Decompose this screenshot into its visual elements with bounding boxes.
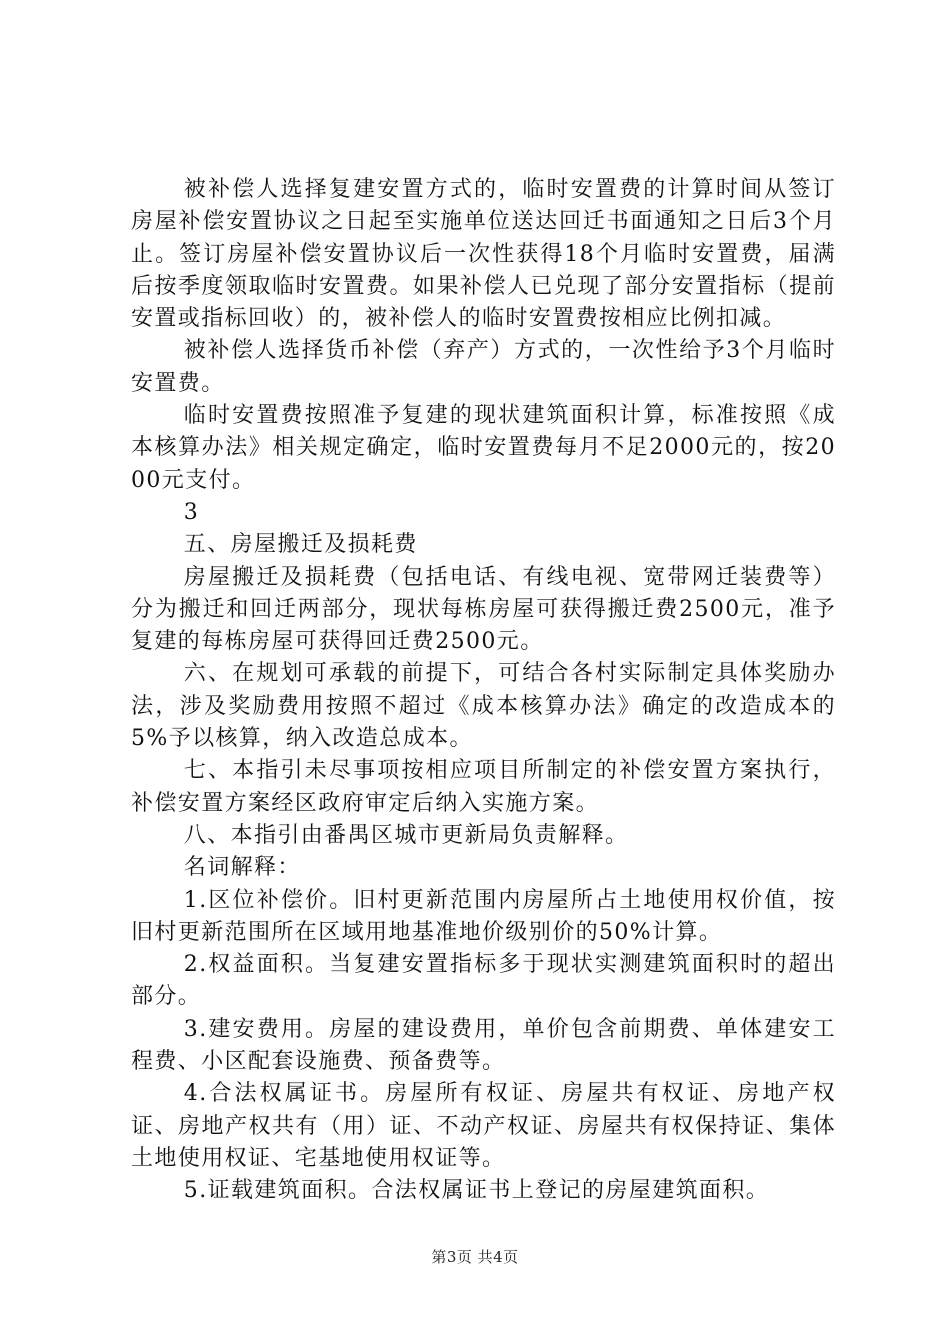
paragraph-temporary-fee-rebuild: 被补偿人选择复建安置方式的，临时安置费的计算时间从签订房屋补偿安置协议之日起至实施单位送达回迁书面通知之日后3个月止。签订房屋补偿安置协议后一次性获得18个月临时安置费，届满后按季度领取临时安置费。如果补偿人已兑现了部分安置指标（提前安置或指标回收）的，被补偿人的临时安置费按相应比例扣减。 — [131, 177, 836, 332]
glossary-heading: 名词解释： — [183, 855, 301, 881]
document-body — [131, 174, 836, 1208]
glossary-item-5: 5.证载建筑面积。合法权属证书上登记的房屋建筑面积。 — [183, 1178, 770, 1204]
section-heading-relocation-fee: 五、房屋搬迁及损耗费 — [183, 532, 418, 558]
paragraph-temporary-fee-standard: 临时安置费按照准予复建的现状建筑面积计算，标准按照《成本核算办法》相关规定确定，临时安置费每月不足2000元的，按2000元支付。 — [131, 403, 836, 493]
paragraph-temporary-fee-monetary: 被补偿人选择货币补偿（弃产）方式的，一次性给予3个月临时安置费。 — [131, 338, 836, 396]
glossary-item-1: 1.区位补偿价。旧村更新范围内房屋所占土地使用权价值，按旧村更新范围所在区域用地基准地价级别价的50%计算。 — [131, 887, 836, 945]
glossary-item-3: 3.建安费用。房屋的建设费用，单价包含前期费、单体建安工程费、小区配套设施费、预备费等。 — [131, 1016, 836, 1075]
paragraph-section-six: 六、在规划可承载的前提下，可结合各村实际制定具体奖励办法，涉及奖励费用按照不超过《成本核算办法》确定的改造成本的5%予以核算，纳入改造总成本。 — [131, 661, 836, 752]
glossary-item-4: 4.合法权属证书。房屋所有权证、房屋共有权证、房地产权证、房地产权共有（用）证、不动产权证、房屋共有权保持证、集体土地使用权证、宅基地使用权证等。 — [131, 1081, 836, 1171]
glossary-item-2: 2.权益面积。当复建安置指标多于现状实测建筑面积时的超出部分。 — [131, 952, 836, 1010]
paragraph-section-eight: 八、本指引由番禺区城市更新局负责解释。 — [183, 822, 629, 848]
paragraph-section-seven: 七、本指引未尽事项按相应项目所制定的补偿安置方案执行，补偿安置方案经区政府审定后纳入实施方案。 — [131, 758, 836, 816]
paragraph-relocation-fee: 房屋搬迁及损耗费（包括电话、有线电视、宽带网迁装费等）分为搬迁和回迁两部分，现状每栋房屋可获得搬迁费2500元，准予复建的每栋房屋可获得回迁费2500元。 — [131, 564, 836, 655]
stray-page-number: 3 — [183, 499, 200, 525]
page-footer: 第3页 共4页 — [431, 1248, 519, 1266]
